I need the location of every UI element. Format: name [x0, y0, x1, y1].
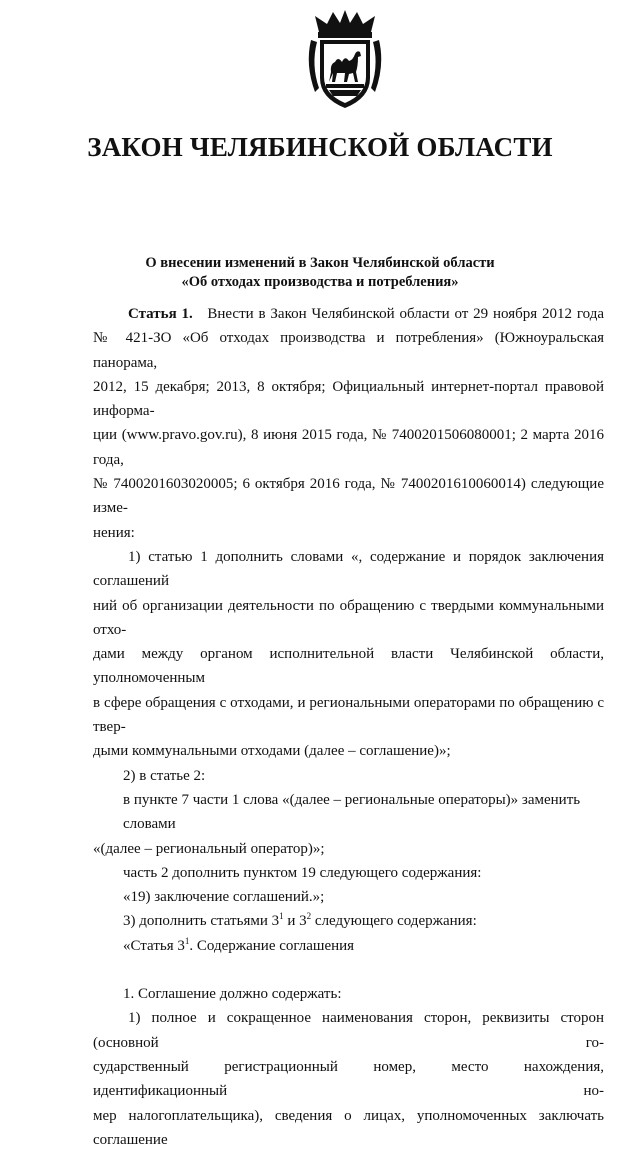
spacer: [93, 958, 604, 982]
article-1-line: № 421-ЗО «Об отходах производства и потребления» (Южноуральская панорама,: [93, 326, 604, 375]
item-2-line: «(далее – региональный оператор)»;: [93, 837, 604, 861]
article-1-line: 2012, 15 декабря; 2013, 8 октября; Официальный интернет-портал правовой информа-: [93, 375, 604, 424]
item-2-line: «19) заключение соглашений.»;: [93, 885, 604, 909]
subject-line-2: «Об отходах производства и потребления»: [0, 273, 640, 292]
law-subject: [0, 254, 640, 292]
clause-1-line: сударственный регистрационный номер, место нахождения, идентификационный но-: [93, 1055, 604, 1104]
item-1-line: в сфере обращения с отходами, и региональными операторами по обращению с твер-: [93, 691, 604, 740]
document-body: [93, 302, 604, 1152]
item-2-intro: 2) в статье 2:: [93, 764, 604, 788]
chelyabinsk-coat-of-arms-icon: [305, 10, 385, 112]
article-3-1-heading: «Статья $3^1$. Содержание соглашения: [93, 934, 604, 958]
clause-1-line: мер налогоплательщика), сведения о лицах, уполномоченных заключать соглашение: [93, 1104, 604, 1152]
item-1-line: ний об организации деятельности по обращению с твердыми коммунальными отхо-: [93, 594, 604, 643]
clause-1-line: 1) полное и сокращенное наименования сторон, реквизиты сторон (основной го-: [93, 1006, 604, 1055]
item-1-line: дыми коммунальными отходами (далее – соглашение)»;: [93, 739, 604, 763]
article-1-line: нения:: [93, 521, 604, 545]
item-2-line: в пункте 7 части 1 слова «(далее – региональные операторы)» заменить словами: [93, 788, 604, 837]
article-1-line: № 7400201603020005; 6 октября 2016 года, № 7400201610060014) следующие изме-: [93, 472, 604, 521]
clause-1-intro: 1. Соглашение должно содержать:: [93, 982, 604, 1006]
article-1-line: ции (www.pravo.gov.ru), 8 июня 2015 года, № 7400201506080001; 2 марта 2016 года,: [93, 423, 604, 472]
item-1-line: 1) статью 1 дополнить словами «, содержание и порядок заключения соглашений: [93, 545, 604, 594]
article-1-line: Статья 1. Внести в Закон Челябинской области от 29 ноября 2012 года: [93, 302, 604, 326]
article-1-label: Статья 1.: [128, 306, 193, 322]
item-3-line: 3) дополнить статьями $3^1$ и $3^2$ следующего содержания:: [93, 909, 604, 933]
item-1-line: дами между органом исполнительной власти Челябинской области, уполномоченным: [93, 642, 604, 691]
subject-line-1: О внесении изменений в Закон Челябинской области: [0, 254, 640, 273]
item-2-line: часть 2 дополнить пунктом 19 следующего содержания:: [93, 861, 604, 885]
law-title: ЗАКОН ЧЕЛЯБИНСКОЙ ОБЛАСТИ: [0, 132, 640, 163]
